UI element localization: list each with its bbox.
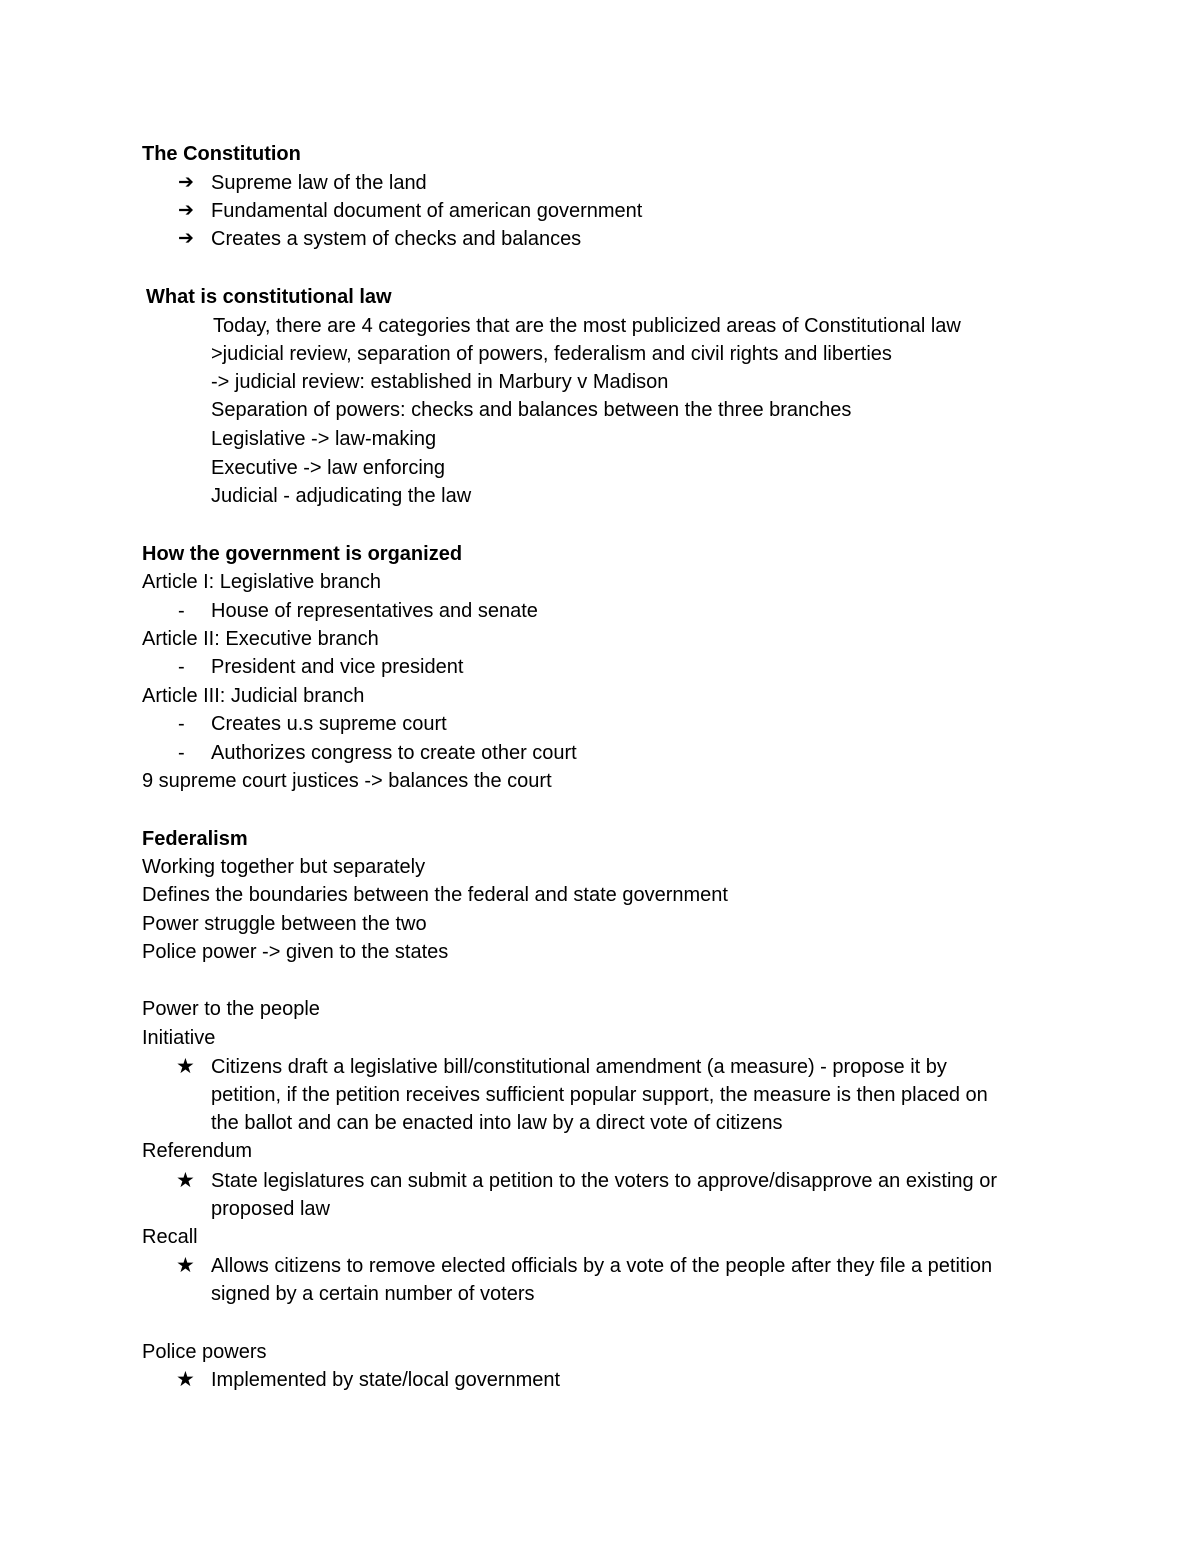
constitution-item: Fundamental document of american government [211, 200, 643, 222]
federalism-line: Defines the boundaries between the federal and state government [142, 884, 728, 906]
star-bullet-icon: ★ [176, 1254, 195, 1277]
article-item: Creates u.s supreme court [211, 713, 447, 735]
section-heading-police-powers: Police powers [142, 1341, 267, 1363]
referendum-line: proposed law [211, 1198, 330, 1220]
dash-bullet-icon: - [178, 713, 185, 735]
section-heading-government: How the government is organized [142, 543, 463, 565]
constitutional-law-line: -> judicial review: established in Marbury v Madison [211, 371, 669, 393]
referendum-line: State legislatures can submit a petition to the voters to approve/disapprove an existing or [211, 1170, 998, 1192]
dash-bullet-icon: - [178, 600, 185, 622]
subheading-referendum: Referendum [142, 1140, 253, 1162]
federalism-line: Police power -> given to the states [142, 941, 449, 963]
article-item: House of representatives and senate [211, 600, 538, 622]
section-heading-constitutional-law: What is constitutional law [146, 286, 392, 308]
constitutional-law-line: Today, there are 4 categories that are the most publicized areas of Constitutional law [213, 315, 961, 337]
initiative-line: the ballot and can be enacted into law by a direct vote of citizens [211, 1112, 783, 1134]
article-heading: Article II: Executive branch [142, 628, 379, 650]
police-powers-item: Implemented by state/local government [211, 1369, 561, 1391]
section-heading-federalism: Federalism [142, 828, 248, 850]
article-item: Authorizes congress to create other court [211, 742, 577, 764]
subheading-recall: Recall [142, 1226, 198, 1248]
constitutional-law-line: Executive -> law enforcing [211, 457, 446, 479]
arrow-bullet-icon: ➔ [178, 228, 194, 249]
recall-line: signed by a certain number of voters [211, 1283, 535, 1305]
article-heading: Article I: Legislative branch [142, 571, 382, 593]
star-bullet-icon: ★ [176, 1055, 195, 1078]
subheading-initiative: Initiative [142, 1027, 216, 1049]
federalism-line: Power struggle between the two [142, 913, 427, 935]
constitution-item: Creates a system of checks and balances [211, 228, 582, 250]
star-bullet-icon: ★ [176, 1368, 195, 1391]
recall-line: Allows citizens to remove elected officials by a vote of the people after they file a petition [211, 1255, 993, 1277]
arrow-bullet-icon: ➔ [178, 200, 194, 221]
dash-bullet-icon: - [178, 742, 185, 764]
dash-bullet-icon: - [178, 656, 185, 678]
article-item: President and vice president [211, 656, 464, 678]
government-note: 9 supreme court justices -> balances the court [142, 770, 552, 792]
constitutional-law-line: Legislative -> law-making [211, 428, 437, 450]
constitutional-law-line: Judicial - adjudicating the law [211, 485, 472, 507]
article-heading: Article III: Judicial branch [142, 685, 365, 707]
section-heading-people-power: Power to the people [142, 998, 320, 1020]
star-bullet-icon: ★ [176, 1169, 195, 1192]
constitution-item: Supreme law of the land [211, 172, 427, 194]
constitutional-law-line: Separation of powers: checks and balances between the three branches [211, 399, 852, 421]
federalism-line: Working together but separately [142, 856, 426, 878]
arrow-bullet-icon: ➔ [178, 172, 194, 193]
section-heading-constitution: The Constitution [142, 143, 301, 165]
initiative-line: Citizens draft a legislative bill/constitutional amendment (a measure) - propose it by [211, 1056, 947, 1078]
initiative-line: petition, if the petition receives sufficient popular support, the measure is then placed on [211, 1084, 988, 1106]
constitutional-law-line: >judicial review, separation of powers, federalism and civil rights and liberties [211, 343, 892, 365]
